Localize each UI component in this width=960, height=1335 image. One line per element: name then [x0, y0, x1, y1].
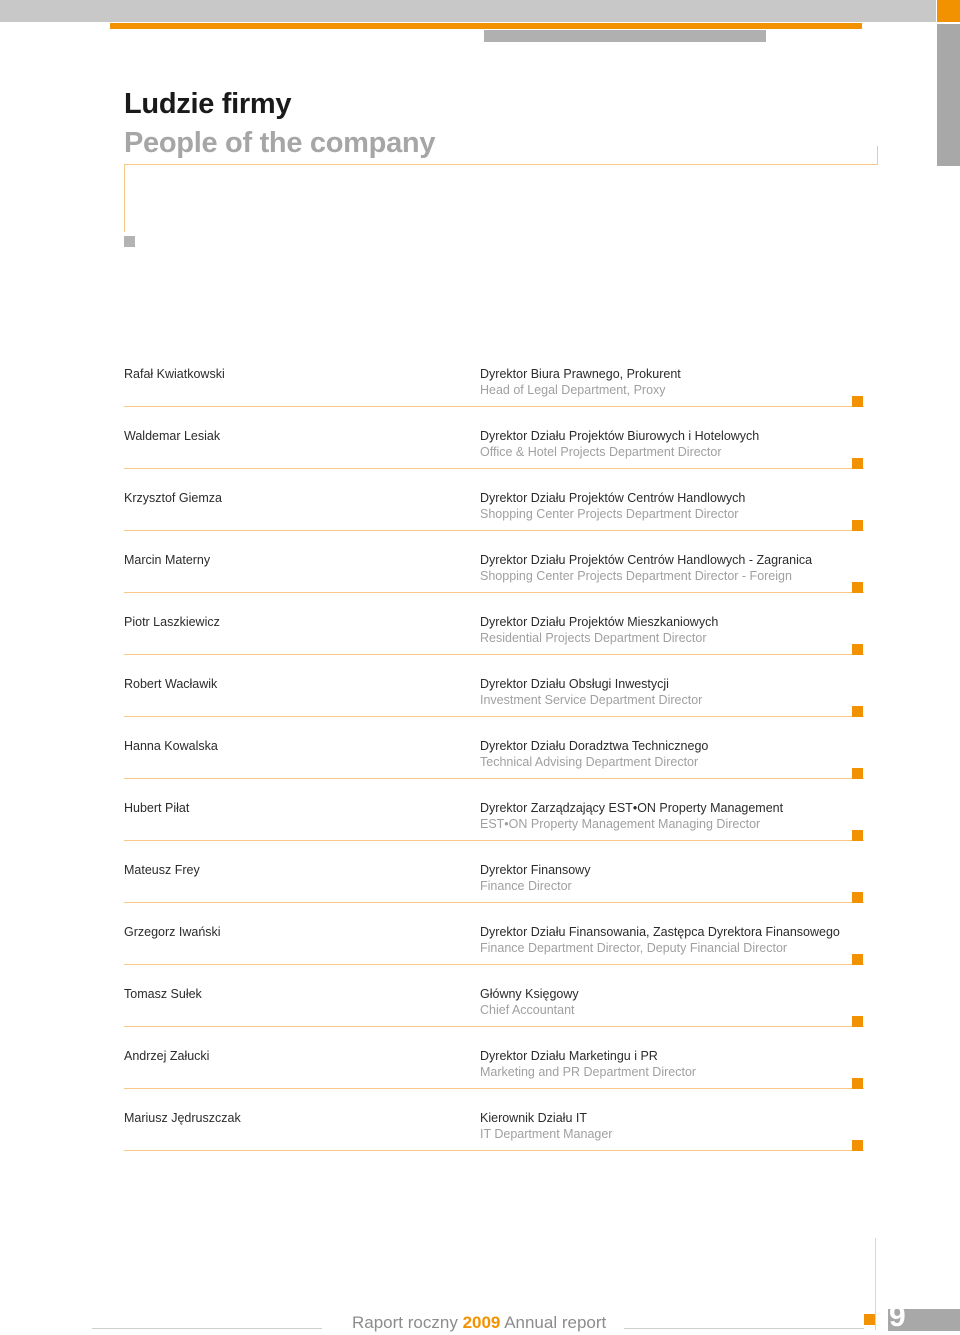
role-english: Residential Projects Department Director	[480, 631, 707, 645]
top-orange-rule	[110, 23, 862, 29]
orange-square-marker	[852, 1016, 863, 1027]
role-polish: Dyrektor Działu Doradztwa Technicznego	[480, 739, 709, 753]
list-item	[124, 490, 864, 552]
role-english: Marketing and PR Department Director	[480, 1065, 697, 1079]
row-divider	[124, 654, 864, 655]
person-name: Tomasz Sułek	[124, 987, 202, 1001]
footer-year: 2009	[462, 1313, 501, 1332]
title-frame-left	[124, 164, 125, 232]
row-divider	[124, 716, 864, 717]
list-item	[124, 676, 864, 738]
role-polish: Dyrektor Działu Finansowania, Zastępca Dyrektora Finansowego	[480, 925, 840, 939]
row-divider	[124, 1150, 864, 1151]
footer-report-title	[352, 1313, 606, 1333]
row-divider	[124, 964, 864, 965]
footer-vertical-rule	[875, 1238, 876, 1330]
role-polish: Dyrektor Działu Projektów Centrów Handlowych	[480, 491, 746, 505]
person-name: Marcin Materny	[124, 553, 211, 567]
role-english: Office & Hotel Projects Department Director	[480, 445, 722, 459]
person-name: Rafał Kwiatkowski	[124, 367, 225, 381]
orange-square-marker	[852, 396, 863, 407]
role-polish: Dyrektor Finansowy	[480, 863, 591, 877]
orange-square-marker	[852, 1078, 863, 1089]
row-divider	[124, 468, 864, 469]
title-gray-square	[124, 236, 135, 247]
title-frame-right	[877, 146, 878, 165]
orange-square-marker	[852, 954, 863, 965]
role-english: Chief Accountant	[480, 1003, 575, 1017]
orange-square-marker	[852, 830, 863, 841]
role-polish: Główny Księgowy	[480, 987, 579, 1001]
person-name: Hanna Kowalska	[124, 739, 218, 753]
person-name: Piotr Laszkiewicz	[124, 615, 220, 629]
person-name: Krzysztof Giemza	[124, 491, 222, 505]
person-name: Mariusz Jędruszczak	[124, 1111, 241, 1125]
list-item	[124, 862, 864, 924]
footer-suffix: Annual report	[504, 1313, 607, 1332]
list-item	[124, 738, 864, 800]
role-english: Finance Director	[480, 879, 572, 893]
person-name: Hubert Piłat	[124, 801, 190, 815]
role-polish: Dyrektor Działu Projektów Biurowych i Hotelowych	[480, 429, 760, 443]
page-title-english: People of the company	[124, 127, 436, 159]
person-name: Andrzej Załucki	[124, 1049, 210, 1063]
orange-square-marker	[852, 644, 863, 655]
footer-orange-square	[864, 1314, 875, 1325]
row-divider	[124, 592, 864, 593]
orange-square-marker	[852, 582, 863, 593]
people-list	[124, 366, 864, 1172]
role-polish: Dyrektor Działu Obsługi Inwestycji	[480, 677, 669, 691]
role-polish: Dyrektor Działu Marketingu i PR	[480, 1049, 658, 1063]
role-english: Technical Advising Department Director	[480, 755, 699, 769]
role-english: EST•ON Property Management Managing Director	[480, 817, 761, 831]
footer-rule-right	[624, 1328, 864, 1329]
list-item	[124, 366, 864, 428]
page-title-polish: Ludzie firmy	[124, 88, 292, 120]
corner-orange-block	[937, 0, 960, 22]
orange-square-marker	[852, 892, 863, 903]
footer-rule-left	[92, 1328, 322, 1329]
list-item	[124, 1048, 864, 1110]
role-polish: Kierownik Działu IT	[480, 1111, 587, 1125]
list-item	[124, 552, 864, 614]
orange-square-marker	[852, 1140, 863, 1151]
title-frame-top	[124, 164, 878, 165]
list-item	[124, 428, 864, 490]
list-item	[124, 800, 864, 862]
person-name: Robert Wacławik	[124, 677, 218, 691]
corner-gray-tab	[937, 24, 960, 166]
role-english: Investment Service Department Director	[480, 693, 703, 707]
list-item	[124, 1110, 864, 1172]
row-divider	[124, 902, 864, 903]
orange-square-marker	[852, 768, 863, 779]
role-english: Finance Department Director, Deputy Financial Director	[480, 941, 788, 955]
role-english: Shopping Center Projects Department Director - Foreign	[480, 569, 792, 583]
row-divider	[124, 840, 864, 841]
role-english: Shopping Center Projects Department Director	[480, 507, 739, 521]
role-polish: Dyrektor Działu Projektów Mieszkaniowych	[480, 615, 719, 629]
top-gray-band	[0, 0, 936, 22]
orange-square-marker	[852, 520, 863, 531]
role-polish: Dyrektor Biura Prawnego, Prokurent	[480, 367, 681, 381]
orange-square-marker	[852, 706, 863, 717]
list-item	[124, 614, 864, 676]
row-divider	[124, 406, 864, 407]
role-polish: Dyrektor Działu Projektów Centrów Handlowych - Zagranica	[480, 553, 813, 567]
person-name: Grzegorz Iwański	[124, 925, 221, 939]
list-item	[124, 986, 864, 1048]
role-english: Head of Legal Department, Proxy	[480, 383, 666, 397]
person-name: Mateusz Frey	[124, 863, 200, 877]
orange-square-marker	[852, 458, 863, 469]
role-english: IT Department Manager	[480, 1127, 613, 1141]
row-divider	[124, 1088, 864, 1089]
person-name: Waldemar Lesiak	[124, 429, 221, 443]
row-divider	[124, 530, 864, 531]
row-divider	[124, 778, 864, 779]
role-polish: Dyrektor Zarządzający EST•ON Property Management	[480, 801, 784, 815]
list-item	[124, 924, 864, 986]
top-gray-bar	[484, 30, 766, 42]
page-number: 9	[889, 1300, 906, 1333]
footer-prefix: Raport roczny	[352, 1313, 458, 1332]
row-divider	[124, 1026, 864, 1027]
